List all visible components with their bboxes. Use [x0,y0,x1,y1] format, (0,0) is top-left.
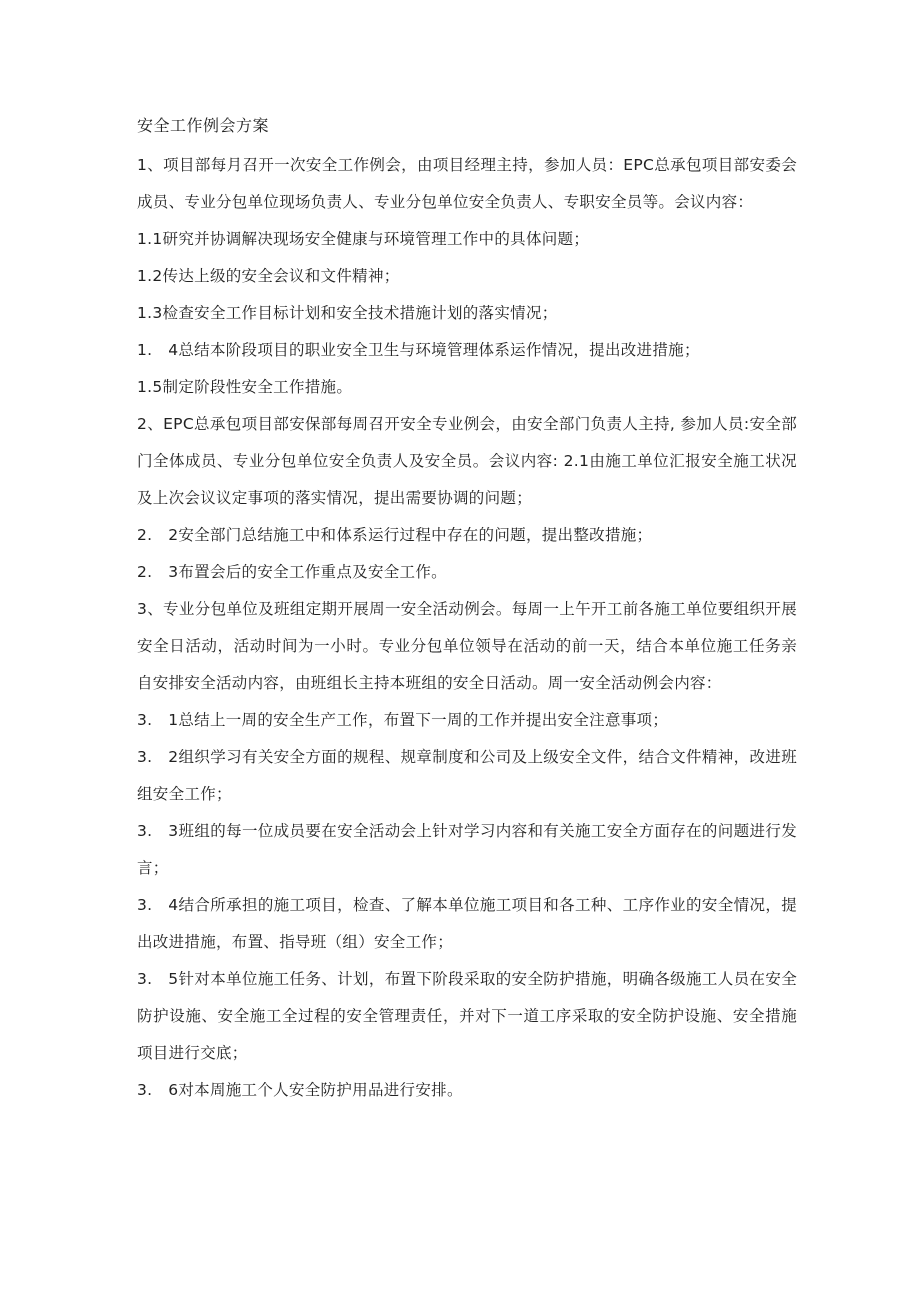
paragraph-3-4: 3. 4结合所承担的施工项目，检查、了解本单位施工项目和各工种、工序作业的安全情况，提出改进措施，布置、指导班（组）安全工作； [137,896,797,951]
paragraph-1-4: 1. 4总结本阶段项目的职业安全卫生与环境管理体系运作情况，提出改进措施； [137,341,700,359]
paragraph-2: 2、EPC总承包项目部安保部每周召开安全专业例会，由安全部门负责人主持, 参加人员:安全部门全体成员、专业分包单位安全负责人及安全员。会议内容: 2.1由施工单位汇报安全施工状况及上次会议议定事项的落实情况，提出需要协调的问题； [137,415,797,507]
document-title: 安全工作例会方案 [137,116,270,135]
paragraph-1-5: 1.5制定阶段性安全工作措施。 [137,378,353,396]
document-page [137,112,797,1109]
paragraph-1-3: 1.3检查安全工作目标计划和安全技术措施计划的落实情况； [137,304,558,322]
paragraph-1-1: 1.1研究并协调解决现场安全健康与环境管理工作中的具体问题； [137,230,590,248]
paragraph-2-3: 2. 3布置会后的安全工作重点及安全工作。 [137,563,447,581]
paragraph-3-1: 3. 1总结上一周的安全生产工作，布置下一周的工作并提出安全注意事项； [137,711,669,729]
paragraph-3-6: 3. 6对本周施工个人安全防护用品进行安排。 [137,1081,463,1099]
paragraph-3-2: 3. 2组织学习有关安全方面的规程、规章制度和公司及上级安全文件，结合文件精神，改进班组安全工作； [137,748,797,803]
paragraph-2-2: 2. 2安全部门总结施工中和体系运行过程中存在的问题，提出整改措施； [137,526,653,544]
paragraph-3-3: 3. 3班组的每一位成员要在安全活动会上针对学习内容和有关施工安全方面存在的问题进行发言； [137,822,797,877]
paragraph-1-2: 1.2传达上级的安全会议和文件精神； [137,267,400,285]
paragraph-3: 3、专业分包单位及班组定期开展周一安全活动例会。每周一上午开工前各施工单位要组织开展安全日活动，活动时间为一小时。专业分包单位领导在活动的前一天，结合本单位施工任务亲自安排安全活动内容，由班组长主持本班组的安全日活动。周一安全活动例会内容： [137,600,797,692]
paragraph-1: 1、项目部每月召开一次安全工作例会，由项目经理主持，参加人员：EPC总承包项目部安委会成员、专业分包单位现场负责人、专业分包单位安全负责人、专职安全员等。会议内容： [137,156,797,211]
paragraph-3-5: 3. 5针对本单位施工任务、计划，布置下阶段采取的安全防护措施，明确各级施工人员在安全防护设施、安全施工全过程的安全管理责任，并对下一道工序采取的安全防护设施、安全措施项目进行交底； [137,970,797,1062]
